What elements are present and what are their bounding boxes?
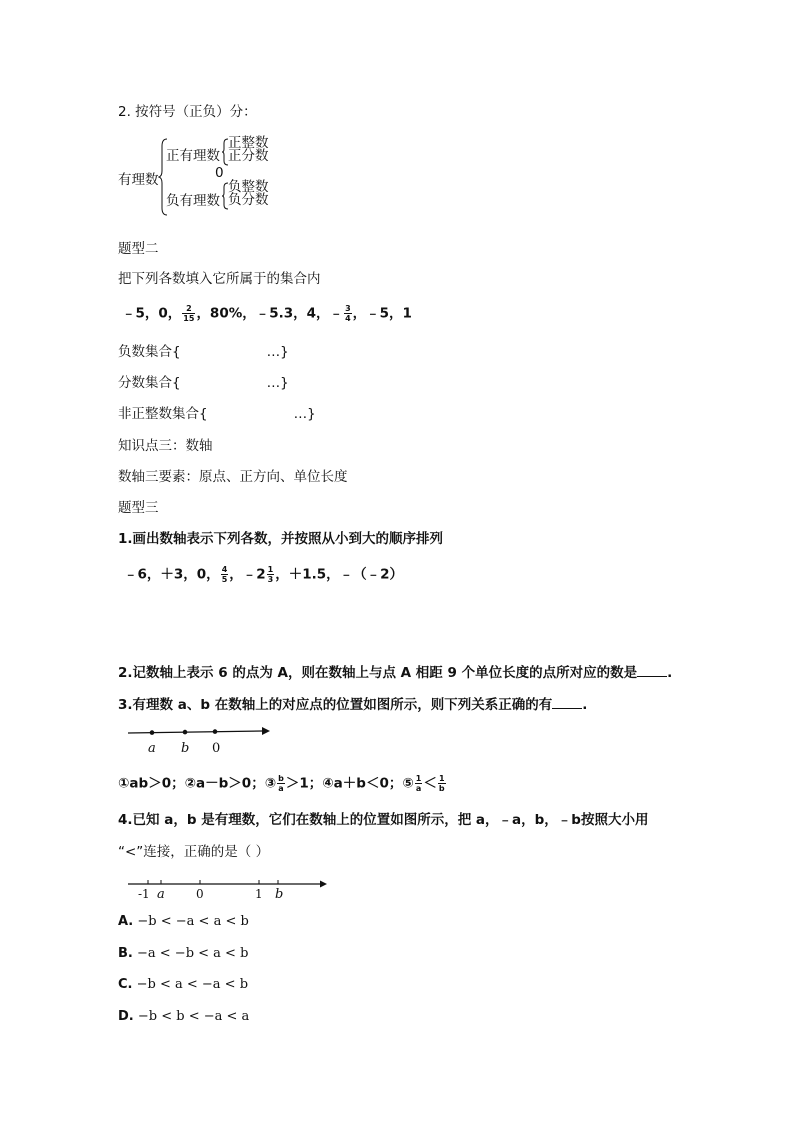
number-line-arrow-icon [128,724,270,740]
set-nonpositive-int: 非正整数集合{ …} [118,406,316,422]
question-4-line2: “<”连接，正确的是（ ） [118,844,270,860]
label-b: b [275,887,284,902]
tree-negative: 负有理数 [166,193,220,209]
label-a: a [157,887,165,902]
section-title: 2. 按符号（正负）分： [118,104,257,120]
tree-positive: 正有理数 [166,148,220,164]
type3-heading: 题型三 [118,500,159,516]
question-1: 1.画出数轴表示下列各数，并按照从小到大的顺序排列 [118,531,444,547]
label-one: 1 [255,887,263,901]
type2-numbers: ﹣5，0， $\frac{2}{15}$ ，80%，﹣5.3，4，﹣ $\frac{3}{4}$ ，﹣5，1 [122,304,412,323]
question-3-options: ①ab＞0；②a－b＞0；③ $\frac{b}{a}$ ＞1；④a＋b＜0；⑤ $\frac{1}{a}$ ＜ $\frac{1}{b}$ [118,774,445,793]
label-zero: 0 [196,887,204,901]
classification-tree [118,135,288,218]
tree-positive-frac: 正分数 [228,148,269,164]
option-c[interactable]: C. −b < a < −a < b [118,977,249,992]
set-fraction: 分数集合{ …} [118,375,289,391]
label-zero: 0 [212,741,221,756]
tree-positive-int: 正整数 [228,135,269,151]
q4-number-line [128,876,328,906]
option-b[interactable]: B. −a < −b < a < b [118,946,249,961]
q3-number-line [128,724,270,760]
knowledge-point-3: 知识点三：数轴 [118,438,213,454]
type2-instruction: 把下列各数填入它所属于的集合内 [118,271,321,287]
question-1-numbers: ﹣6，＋3，0， $\frac{4}{5}$ ，﹣2 $\frac{1}{3}$ ，＋1.5，﹣（﹣2） [124,565,404,584]
axis-elements: 数轴三要素：原点、正方向、单位长度 [118,469,348,485]
tree-negative-int: 负整数 [228,179,269,195]
question-2: 2.记数轴上表示 6 的点为 A，则在数轴上与点 A 相距 9 个单位长度的点所对应的数是 . [118,665,673,681]
question-4: 4.已知 a，b 是有理数，它们在数轴上的位置如图所示，把 a，﹣a，b，﹣b按照大小用 [118,812,649,828]
tree-zero: 0 [215,165,224,181]
type2-heading: 题型二 [118,241,159,257]
question-3: 3.有理数 a、b 在数轴上的对应点的位置如图所示，则下列关系正确的有 . [118,697,588,713]
label-b: b [181,741,190,756]
tree-root: 有理数 [118,172,159,188]
option-a[interactable]: A. −b < −a < a < b [118,914,249,929]
tree-negative-frac: 负分数 [228,192,269,208]
option-d[interactable]: D. −b < b < −a < a [118,1009,250,1024]
label-a: a [148,741,156,756]
label-minus-one: -1 [138,887,150,901]
set-negative: 负数集合{ …} [118,344,289,360]
